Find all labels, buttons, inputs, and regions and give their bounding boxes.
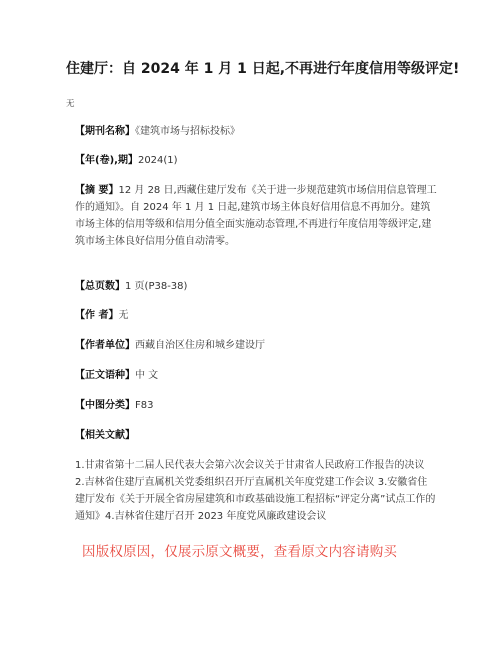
language-field <box>75 367 437 384</box>
journal-field <box>75 123 437 140</box>
unit-value: 西藏自治区住房和城乡建设厅 <box>135 340 265 351</box>
pages-label: 【总页数】 <box>75 281 125 292</box>
year-value: 2024(1) <box>137 155 178 166</box>
journal-label: 【期刊名称】 <box>75 126 135 137</box>
pages-field <box>75 278 437 295</box>
classification-label: 【中图分类】 <box>75 400 135 411</box>
related-value: 1.甘肃省第十二届人民代表大会第六次会议关于甘肃省人民政府工作报告的决议 2.吉林省住建厅直属机关党委组织召开厅直属机关年度党建工作会议 3.安徽省住建厅发布《关于开展全省房屋建筑和市政基础设施工程招标“评定分离”试点工作的通知》4.吉林省住建厅召开 2023 年度党风廉政建设会议 <box>75 460 436 522</box>
copyright-notice: 因版权原因，仅展示原文概要，查看原文内容请购买 <box>82 544 398 560</box>
related-list <box>75 457 437 525</box>
author-field <box>75 307 437 324</box>
pages-value: 1 页(P38-38) <box>125 281 188 292</box>
document-title: 住建厅：自 2024 年 1 月 1 日起,不再进行年度信用等级评定! <box>66 61 460 77</box>
language-value: 中 文 <box>135 370 159 381</box>
year-label: 【年(卷),期】 <box>75 155 138 166</box>
abstract-field <box>75 182 437 250</box>
year-field <box>75 152 437 169</box>
unit-label: 【作者单位】 <box>75 340 135 351</box>
language-label: 【正文语种】 <box>75 370 135 381</box>
journal-value: 《建筑市场与招标投标》 <box>135 126 240 137</box>
abstract-label: 【摘 要】 <box>75 185 119 196</box>
author-label: 【作 者】 <box>75 310 119 321</box>
classification-field <box>75 397 437 414</box>
author-value: 无 <box>118 310 129 321</box>
classification-value: F83 <box>135 400 154 411</box>
abstract-value: 12 月 28 日,西藏住建厅发布《关于进一步规范建筑市场信用信息管理工作的通知》。自 2024 年 1 月 1 日起,建筑市场主体良好信用信息不再加分。建筑市场主体的信用等级和信用分值全面实施动态管理,不再进行年度信用等级评定,建筑市场主体良好信用分值自动清零。 <box>75 185 437 247</box>
related-header <box>75 427 437 444</box>
author-line: 无 <box>66 99 75 109</box>
unit-field <box>75 337 437 354</box>
related-label: 【相关文献】 <box>75 430 135 441</box>
